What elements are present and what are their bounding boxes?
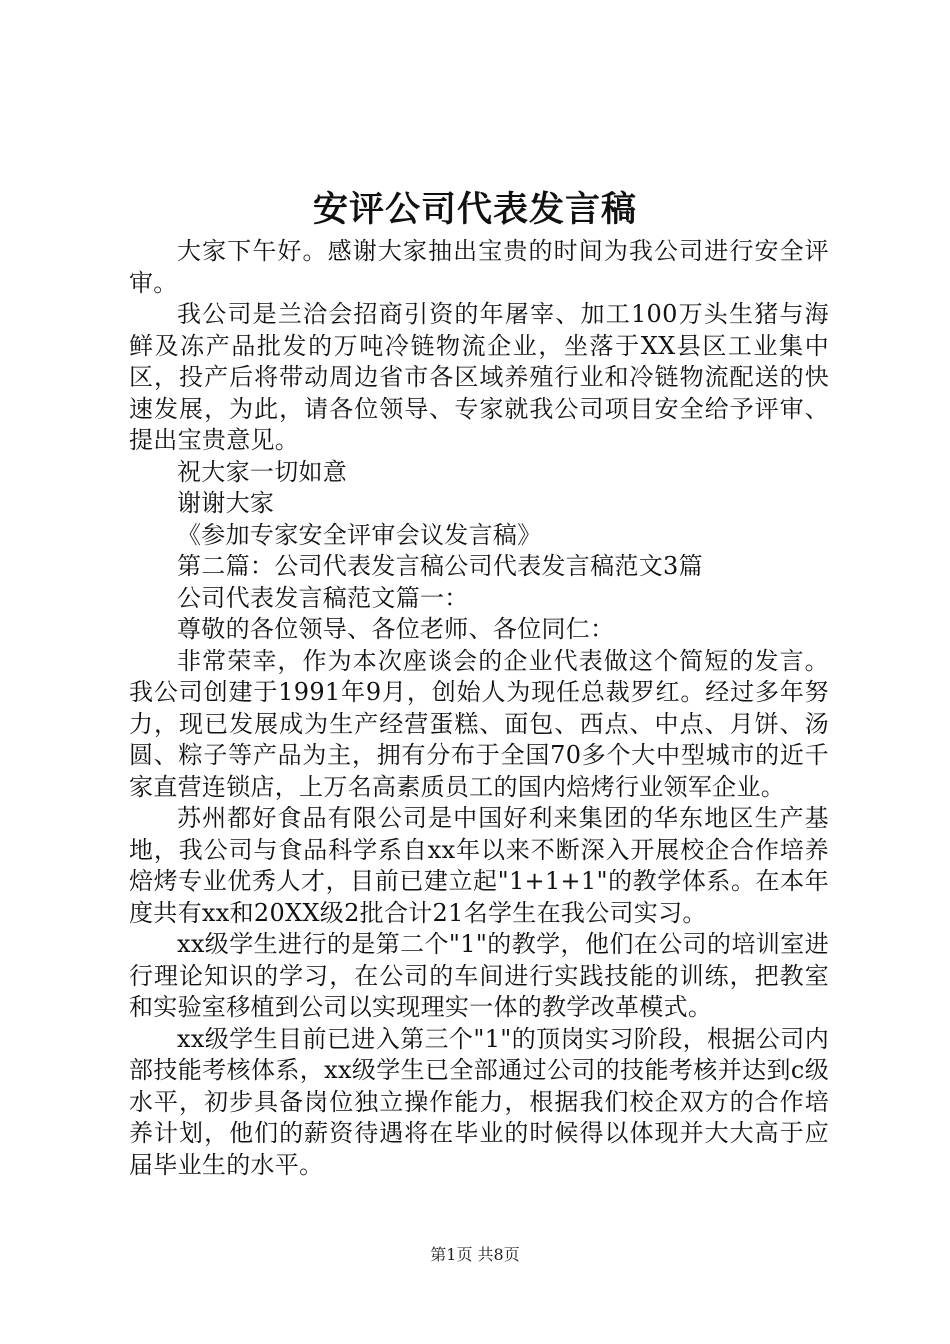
paragraph: 祝大家一切如意 xyxy=(177,457,348,486)
paragraph: 大家下午好。感谢大家抽出宝贵的时间为我公司进行安全评审。 xyxy=(129,237,829,297)
paragraph: xx级学生目前已进入第三个"1"的顶岗实习阶段，根据公司内部技能考核体系，xx级学生已全部通过公司的技能考核并达到c级水平，初步具备岗位独立操作能力，根据我们校企双方的合作培养计划，他们的薪资待遇将在毕业的时候得以体现并大大高于应届毕业生的水平。 xyxy=(129,1024,829,1179)
page-footer: 第1页 共8页 xyxy=(430,1245,520,1264)
paragraph: 谢谢大家 xyxy=(177,489,275,517)
paragraph: 第二篇：公司代表发言稿公司代表发言稿范文3篇 xyxy=(177,552,703,580)
paragraph: 尊敬的各位领导、各位老师、各位同仁： xyxy=(177,615,615,643)
document-body xyxy=(129,236,829,1181)
paragraph: 公司代表发言稿范文篇一： xyxy=(177,583,469,612)
paragraph: xx级学生进行的是第二个"1"的教学，他们在公司的培训室进行理论知识的学习，在公司的车间进行实践技能的训练，把教室和实验室移植到公司以实现理实一体的教学改革模式。 xyxy=(129,930,829,1021)
paragraph: 苏州都好食品有限公司是中国好利来集团的华东地区生产基地，我公司与食品科学系自xx年以来不断深入开展校企合作培养焙烤专业优秀人才，目前已建立起"1+1+1"的教学体系。在本年度共有xx和20XX级2批合计21名学生在我公司实习。 xyxy=(129,804,829,927)
document-title: 安评公司代表发言稿 xyxy=(312,189,637,230)
paragraph: 非常荣幸，作为本次座谈会的企业代表做这个简短的发言。我公司创建于1991年9月，创始人为现任总裁罗红。经过多年努力，现已发展成为生产经营蛋糕、面包、西点、中点、月饼、汤圆、粽子等产品为主，拥有分布于全国70多个大中型城市的近千家直营连锁店，上万名高素质员工的国内焙烤行业领军企业。 xyxy=(129,646,829,801)
paragraph: 我公司是兰洽会招商引资的年屠宰、加工100万头生猪与海鲜及冻产品批发的万吨冷链物流企业，坐落于XX县区工业集中区，投产后将带动周边省市各区域养殖行业和冷链物流配送的快速发展，为此，请各位领导、专家就我公司项目安全给予评审、提出宝贵意见。 xyxy=(129,300,829,454)
paragraph: 《参加专家安全评审会议发言稿》 xyxy=(177,520,542,549)
